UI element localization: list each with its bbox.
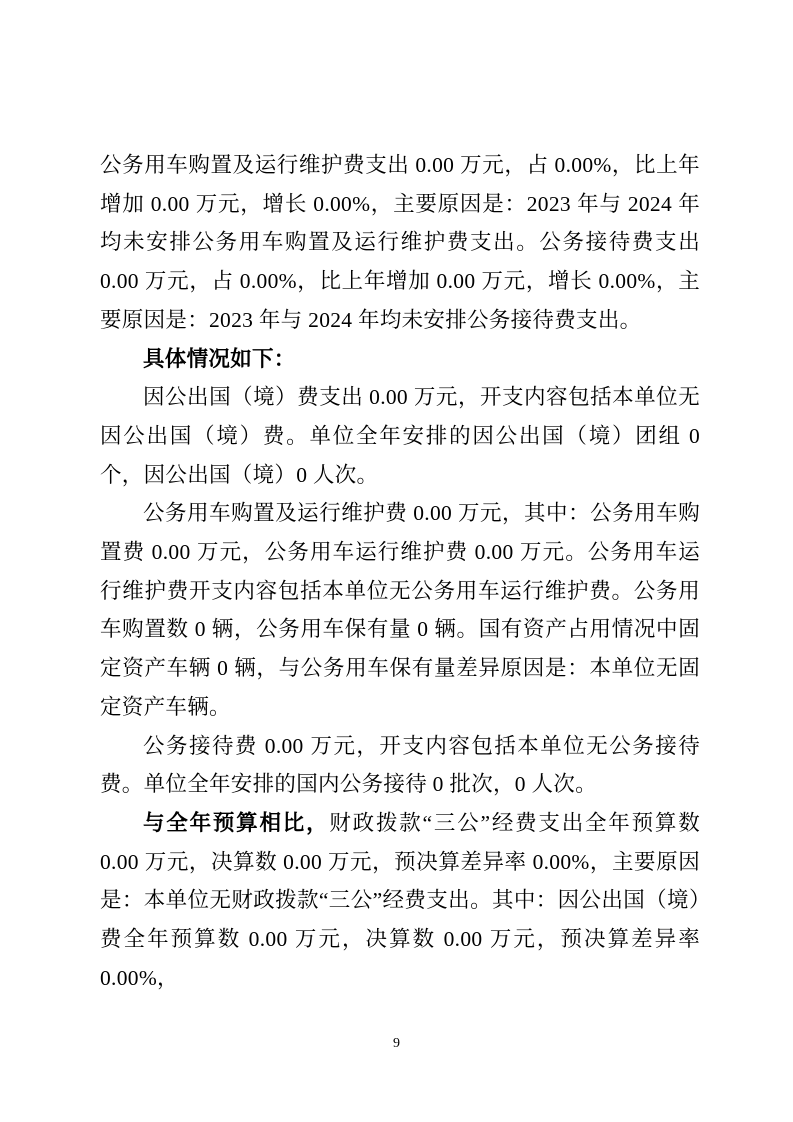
heading-specific-details: 具体情况如下： (143, 346, 296, 371)
page-number: 9 (393, 1036, 400, 1051)
document-body (100, 146, 700, 997)
paragraph-vehicle-expense: 公务用车购置及运行维护费 0.00 万元，其中：公务用车购置费 0.00 万元，公务用车运行维护费 0.00 万元。公务用车运行维护费开支内容包括本单位无公务用车运行维护费。公务用车购置数 0 辆，公务用车保有量 0 辆。国有资产占用情况中固定资产车辆 0 辆，与公务用车保有量差异原因是：本单位无固定资产车辆。 (100, 501, 700, 719)
paragraph-abroad-expense: 因公出国（境）费支出 0.00 万元，开支内容包括本单位无因公出国（境）费。单位全年安排的因公出国（境）团组 0 个，因公出国（境）0 人次。 (100, 385, 700, 487)
paragraph-reception-expense: 公务接待费 0.00 万元，开支内容包括本单位无公务接待费。单位全年安排的国内公务接待 0 批次，0 人次。 (100, 733, 700, 797)
paragraph-vehicle-reception-summary: 公务用车购置及运行维护费支出 0.00 万元，占 0.00%，比上年增加 0.00 万元，增长 0.00%，主要原因是：2023 年与 2024 年均未安排公务用车购置及运行维护费支出。公务接待费支出 0.00 万元，占 0.00%，比上年增加 0.00 万元，增长 0.00%，主要原因是：2023 年与 2024 年均未安排公务接待费支出。 (100, 153, 700, 332)
budget-comparison-lead: 与全年预算相比， (143, 810, 330, 835)
budget-comparison-body: 财政拨款“三公”经费支出全年预算数 0.00 万元，决算数 0.00 万元，预决算差异率 0.00%，主要原因是：本单位无财政拨款“三公”经费支出。其中：因公出国（境）费全年预算数 0.00 万元，决算数 0.00 万元，预决算差异率 0.00%， (100, 810, 700, 990)
paragraph-budget-comparison (100, 804, 700, 998)
